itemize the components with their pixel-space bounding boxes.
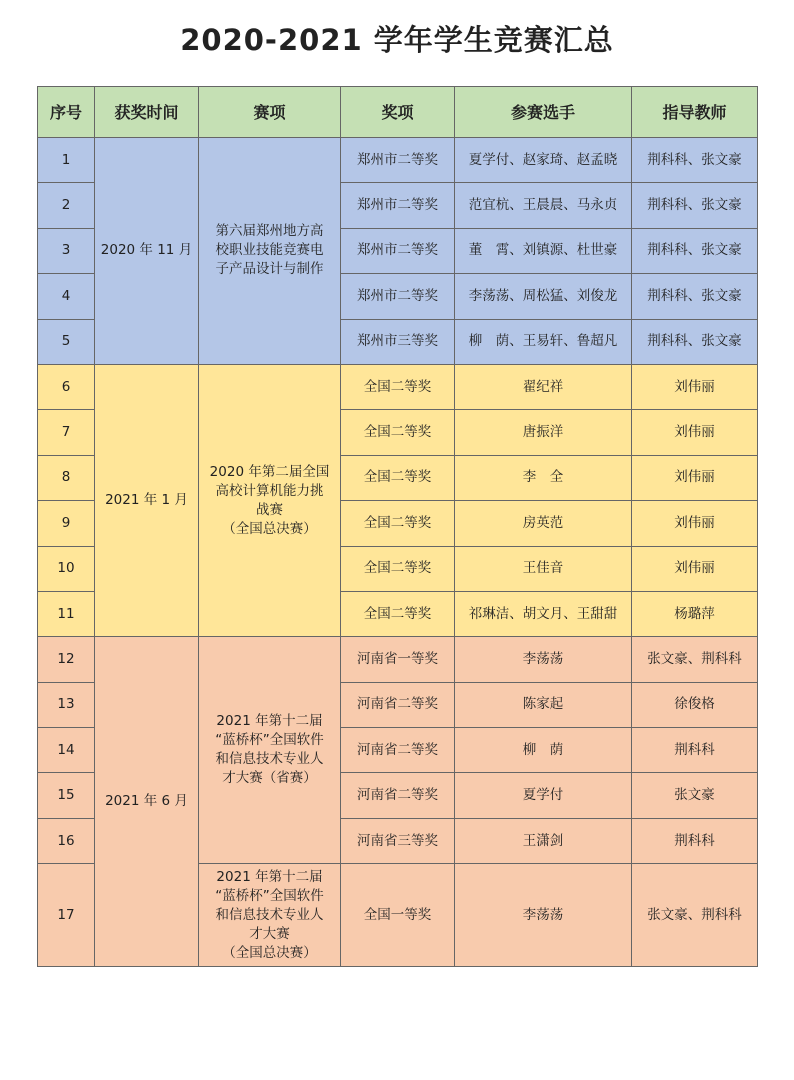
table-body [38,138,758,967]
teachers-cell: 荆科科 [632,818,758,863]
row-number: 4 [38,274,95,319]
award-cell: 全国二等奖 [341,410,455,455]
award-time-cell: 2021 年 1 月 [95,364,199,636]
teachers-cell: 杨璐萍 [632,591,758,636]
award-cell: 河南省二等奖 [341,682,455,727]
teachers-cell: 荆科科、张文豪 [632,228,758,273]
award-cell: 郑州市二等奖 [341,228,455,273]
players-cell: 王佳音 [455,546,632,591]
players-cell: 李 全 [455,455,632,500]
header-event: 赛项 [199,87,341,138]
award-time-cell: 2020 年 11 月 [95,138,199,365]
players-cell: 翟纪祥 [455,364,632,409]
row-number: 14 [38,728,95,773]
event-name-cell: 2020 年第二届全国 高校计算机能力挑 战赛 （全国总决赛） [199,364,341,636]
table-row [38,364,758,409]
row-number: 17 [38,864,95,967]
players-cell: 夏学付、赵家琦、赵孟晓 [455,138,632,183]
award-cell: 全国一等奖 [341,864,455,967]
players-cell: 柳 荫 [455,728,632,773]
award-cell: 郑州市二等奖 [341,183,455,228]
award-cell: 全国二等奖 [341,501,455,546]
row-number: 12 [38,637,95,682]
award-time-cell: 2021 年 6 月 [95,637,199,967]
page-title: 2020-2021 学年学生竞赛汇总 [180,23,614,57]
teachers-cell: 刘伟丽 [632,501,758,546]
event-name-cell: 第六届郑州地方高 校职业技能竞赛电 子产品设计与制作 [199,138,341,365]
header-row [38,87,758,138]
players-cell: 范宜杭、王晨晨、马永贞 [455,183,632,228]
header-award: 奖项 [341,87,455,138]
award-cell: 全国二等奖 [341,364,455,409]
row-number: 8 [38,455,95,500]
row-number: 3 [38,228,95,273]
players-cell: 陈家起 [455,682,632,727]
row-number: 6 [38,364,95,409]
header-award-time: 获奖时间 [95,87,199,138]
event-name-cell: 2021 年第十二届 “蓝桥杯”全国软件 和信息技术专业人 才大赛（省赛） [199,637,341,864]
teachers-cell: 荆科科、张文豪 [632,319,758,364]
award-cell: 全国二等奖 [341,591,455,636]
teachers-cell: 张文豪 [632,773,758,818]
award-cell: 全国二等奖 [341,455,455,500]
award-cell: 全国二等奖 [341,546,455,591]
players-cell: 柳 荫、王易轩、鲁超凡 [455,319,632,364]
players-cell: 唐振洋 [455,410,632,455]
header-number: 序号 [38,87,95,138]
teachers-cell: 张文豪、荆科科 [632,864,758,967]
teachers-cell: 刘伟丽 [632,455,758,500]
award-cell: 河南省二等奖 [341,773,455,818]
teachers-cell: 刘伟丽 [632,410,758,455]
teachers-cell: 徐俊格 [632,682,758,727]
header-teachers: 指导教师 [632,87,758,138]
award-cell: 郑州市三等奖 [341,319,455,364]
row-number: 7 [38,410,95,455]
event-name-cell: 2021 年第十二届 “蓝桥杯”全国软件 和信息技术专业人 才大赛 （全国总决赛） [199,864,341,967]
row-number: 5 [38,319,95,364]
players-cell: 李荡荡 [455,864,632,967]
players-cell: 王潇剑 [455,818,632,863]
award-cell: 河南省一等奖 [341,637,455,682]
row-number: 10 [38,546,95,591]
players-cell: 祁琳洁、胡文月、王甜甜 [455,591,632,636]
teachers-cell: 荆科科、张文豪 [632,183,758,228]
teachers-cell: 刘伟丽 [632,546,758,591]
players-cell: 房英范 [455,501,632,546]
award-cell: 郑州市二等奖 [341,274,455,319]
players-cell: 夏学付 [455,773,632,818]
players-cell: 李荡荡 [455,637,632,682]
table-row [38,138,758,183]
teachers-cell: 荆科科、张文豪 [632,138,758,183]
teachers-cell: 刘伟丽 [632,364,758,409]
teachers-cell: 张文豪、荆科科 [632,637,758,682]
teachers-cell: 荆科科 [632,728,758,773]
competition-table [37,86,758,967]
row-number: 2 [38,183,95,228]
row-number: 11 [38,591,95,636]
players-cell: 李荡荡、周松猛、刘俊龙 [455,274,632,319]
award-cell: 河南省三等奖 [341,818,455,863]
award-cell: 郑州市二等奖 [341,138,455,183]
row-number: 16 [38,818,95,863]
row-number: 15 [38,773,95,818]
table-row [38,637,758,682]
header-players: 参赛选手 [455,87,632,138]
row-number: 9 [38,501,95,546]
award-cell: 河南省二等奖 [341,728,455,773]
row-number: 1 [38,138,95,183]
teachers-cell: 荆科科、张文豪 [632,274,758,319]
row-number: 13 [38,682,95,727]
players-cell: 董 霄、刘镇源、杜世豪 [455,228,632,273]
